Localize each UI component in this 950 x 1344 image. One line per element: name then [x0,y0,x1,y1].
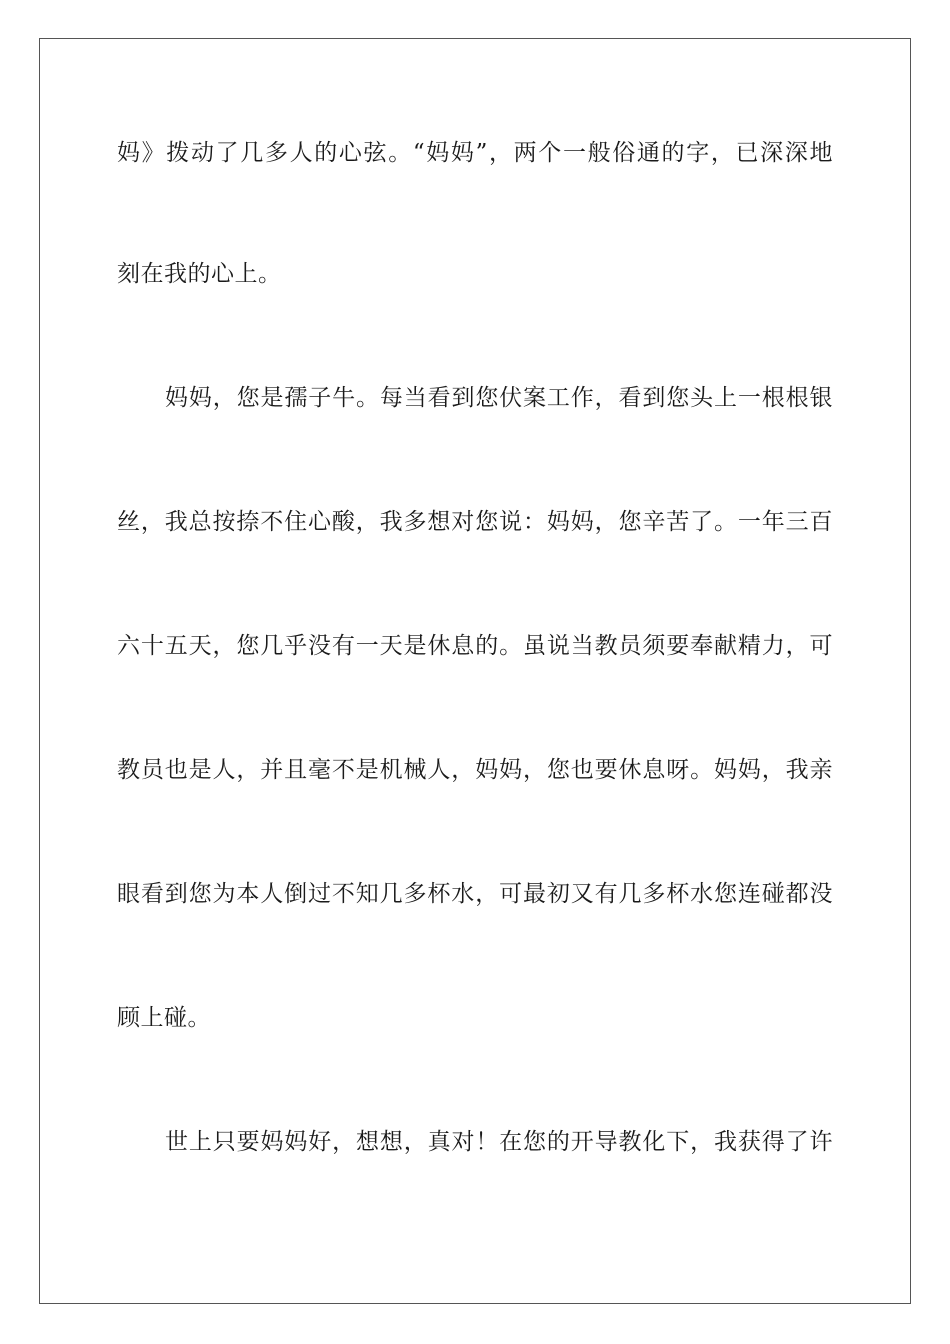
page-border [39,38,911,1304]
text-line-9: 世上只要妈妈好，想想，真对！在您的开导教化下，我获得了许 [165,1129,833,1155]
text-line-8: 顾上碰。 [117,1005,211,1031]
text-line-2: 刻在我的心上。 [117,261,282,287]
text-line-5: 六十五天，您几乎没有一天是休息的。虽说当教员须要奉献精力，可 [117,633,833,659]
text-line-3: 妈妈，您是孺子牛。每当看到您伏案工作，看到您头上一根根银 [165,385,833,411]
text-line-1: 妈》拨动了几多人的心弦。“妈妈”，两个一般俗通的字，已深深地 [117,140,833,166]
text-line-7: 眼看到您为本人倒过不知几多杯水，可最初又有几多杯水您连碰都没 [117,881,833,907]
text-line-6: 教员也是人，并且毫不是机械人，妈妈，您也要休息呀。妈妈，我亲 [117,757,833,783]
text-line-4: 丝，我总按捺不住心酸，我多想对您说：妈妈，您辛苦了。一年三百 [117,509,833,535]
